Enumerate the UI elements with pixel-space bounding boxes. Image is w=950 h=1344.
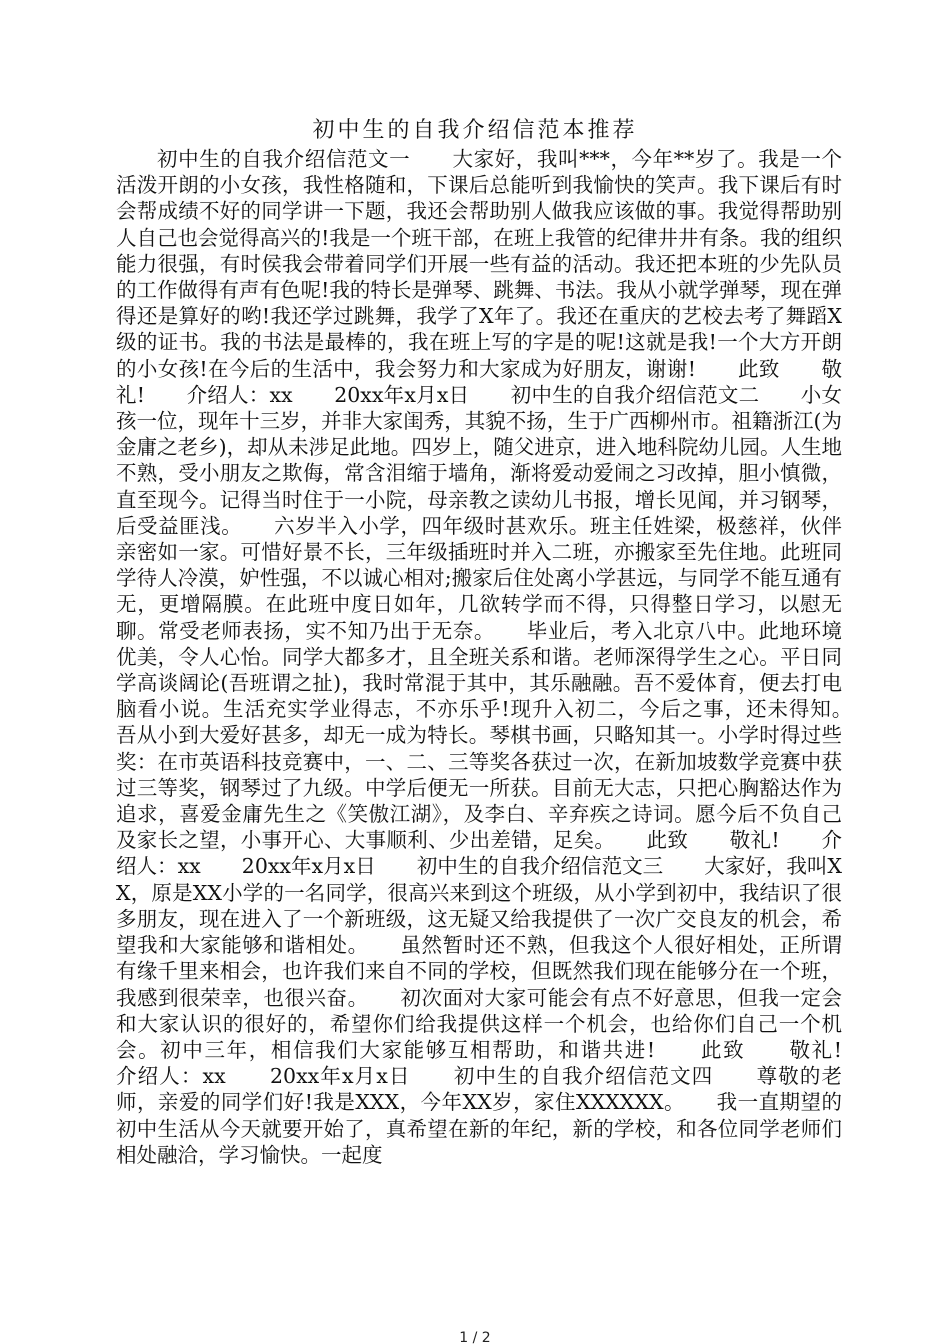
page-number: 1 / 2 xyxy=(459,1330,491,1344)
document-body: 初中生的自我介绍信范文一 大家好，我叫***，今年**岁了。我是一个活泼开朗的小女孩，我性格随和，下课后总能听到我愉快的笑声。我下课后有时会帮成绩不好的同学讲一下题，我还会帮助别人做我应该做的事。我觉得帮助别人自己也会觉得高兴的!我是一个班干部，在班上我管的纪律井井有条。我的组织能力很强，有时侯我会带着同学们开展一些有益的活动。我还把本班的少先队员的工作做得有声有色呢!我的特长是弹琴、跳舞、书法。我从小就学弹琴，现在弹得还是算好的哟!我还学过跳舞，我学了X年了。我还在重庆的艺校去考了舞蹈X级的证书。我的书法是最棒的，我在班上写的字是的呢!这就是我!一个大方开朗的小女孩!在今后的生活中，我会努力和大家成为好朋友，谢谢! 此致 敬礼! 介绍人：xx 20xx年x月x日 初中生的自我介绍信范文二 小女孩一位，现年十三岁，并非大家闺秀，其貌不扬，生于广西柳州市。祖籍浙江(为金庸之老乡)，却从未涉足此地。四岁上，随父进京，进入地科院幼儿园。人生地不熟，受小朋友之欺侮，常含泪缩于墙角，渐将爱动爱闹之习改掉，胆小慎微，直至现今。记得当时住于一小院，母亲教之读幼儿书报，增长见闻，并习钢琴，后受益匪浅。 六岁半入小学，四年级时甚欢乐。班主任姓梁，极慈祥，伙伴亲密如一家。可惜好景不长，三年级插班时并入二班，亦搬家至先住地。此班同学待人冷漠，妒性强，不以诚心相对;搬家后住处离小学甚远，与同学不能互通有无，更增隔膜。在此班中度日如年，几欲转学而不得，只得整日学习，以慰无聊。常受老师表扬，实不知乃出于无奈。 毕业后，考入北京八中。此地环境优美，令人心怡。同学大都多才，且全班关系和谐。老师深得学生之心。平日同学高谈阔论(吾班谓之扯)，我时常混于其中，其乐融融。吾不爱体育，便去打电脑看小说。生活充实学业得志，不亦乐乎!现升入初二，今后之事，还未得知。 吾从小到大爱好甚多，却无一成为特长。琴棋书画，只略知其一。小学时得过些奖：在市英语科技竞赛中，一、二、三等奖各获过一次，在新加坡数学竞赛中获过三等奖，钢琴过了九级。中学后便无一所获。目前无大志，只把心胸豁达作为追求，喜爱金庸先生之《笑傲江湖》，及李白、辛弃疾之诗词。愿今后不负自己及家长之望，小事开心、大事顺利、少出差错，足矣。 此致 敬礼! 介绍人：xx 20xx年x月x日 初中生的自我介绍信范文三 大家好，我叫XX，原是XX小学的一名同学，很高兴来到这个班级，从小学到初中，我结识了很多朋友，现在进入了一个新班级，这无疑又给我提供了一次广交良友的机会，希望我和大家能够和谐相处。 虽然暂时还不熟，但我这个人很好相处，正所谓有缘千里来相会，也许我们来自不同的学校，但既然我们现在能够分在一个班，我感到很荣幸，也很兴奋。 初次面对大家可能会有点不好意思，但我一定会和大家认识的很好的，希望你们给我提供这样一个机会，也给你们自己一个机会。初中三年，相信我们大家能够互相帮助，和谐共进! 此致 敬礼! 介绍人：xx 20xx年x月x日 初中生的自我介绍信范文四 尊敬的老师，亲爱的同学们好!我是XXX，今年XX岁，家住XXXXXX。 我一直期望的初中生活从今天就要开始了，真希望在新的年纪，新的学校，和各位同学老师们相处融洽，学习愉快。一起度 xyxy=(116,147,883,1167)
document-title: 初中生的自我介绍信范本推荐 xyxy=(312,118,638,143)
